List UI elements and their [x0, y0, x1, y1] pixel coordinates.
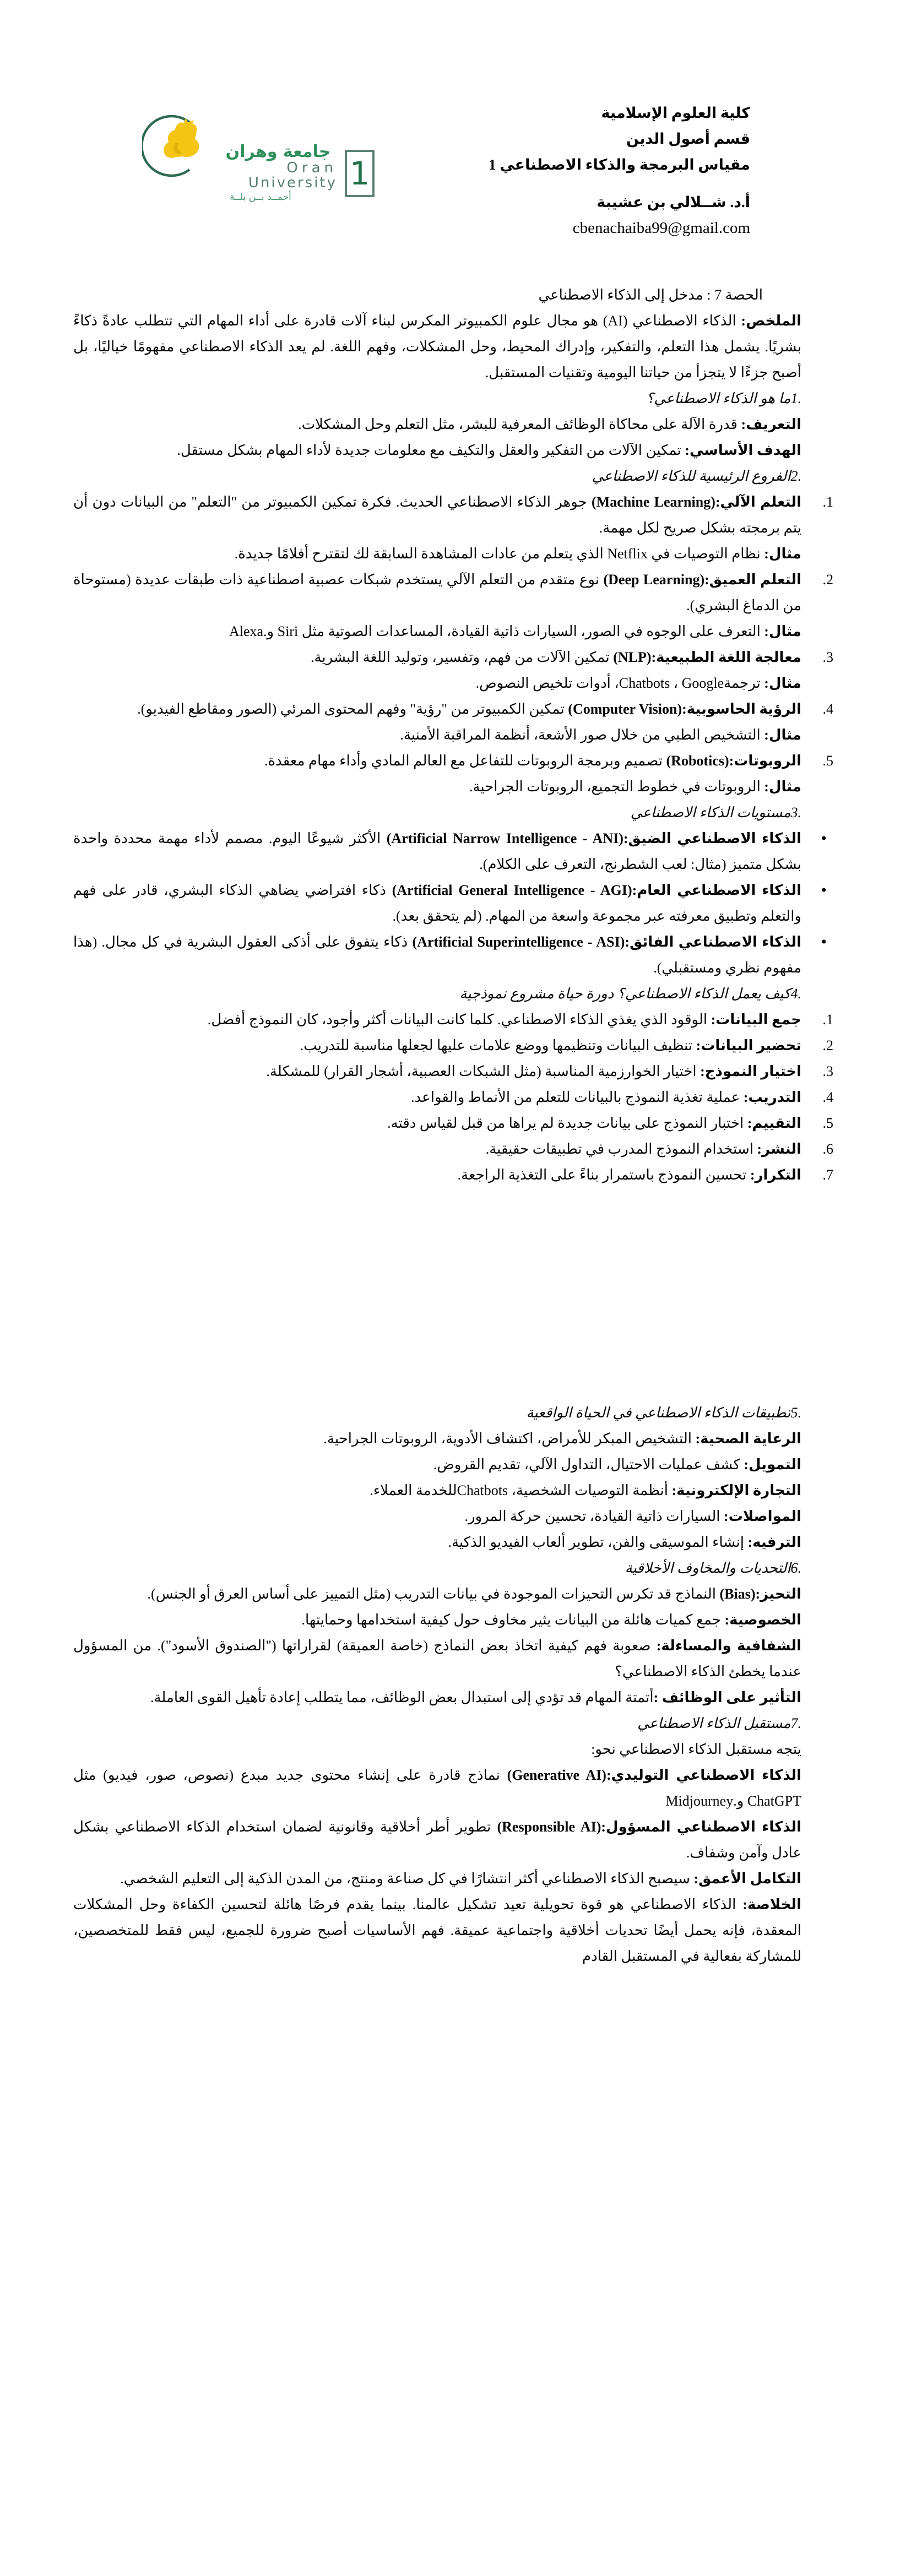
text-run: التدريب: — [743, 1089, 801, 1105]
text-run: التجارة الإلكترونية: — [671, 1482, 801, 1498]
list-marker: • — [821, 881, 827, 899]
logo-number-box — [345, 150, 375, 197]
paragraph — [73, 1503, 801, 1529]
text-run: نظام التوصيات في Netflix الذي يتعلم من عادات المشاهدة السابقة لك لتقترح أفلامًا جديدة. — [234, 546, 764, 562]
text-run: مثال: — [764, 727, 801, 743]
text-run: مثال: — [764, 675, 801, 691]
text-run: .6التحديات والمخاوف الأخلاقية — [625, 1560, 801, 1576]
text-run: التشخيص المبكر للأمراض، اكتشاف الأدوية، الروبوتات الجراحية. — [323, 1431, 696, 1447]
section-heading — [73, 1555, 801, 1581]
section-heading — [73, 800, 801, 825]
logo-ahmed-ben-bella-text: أحمــد بــن بلــة — [230, 192, 291, 203]
paragraph — [73, 1814, 801, 1866]
text-run: معالجة اللغة الطبيعية:(NLP) — [613, 649, 801, 665]
paragraph — [73, 282, 801, 308]
text-run: مثال: — [764, 546, 801, 562]
list-item — [73, 1007, 833, 1032]
text-run: .2الفروع الرئيسية للذكاء الاصطناعي — [592, 468, 801, 484]
list-marker: • — [821, 933, 827, 951]
professor-email: cbenachaiba99@gmail.com — [572, 219, 750, 237]
paragraph — [73, 1477, 801, 1503]
text-run: التأثير على الوظائف : — [653, 1689, 801, 1705]
list-item — [73, 1110, 833, 1136]
text-run: كشف عمليات الاحتيال، التداول الآلي، تقديم القروض. — [433, 1457, 744, 1472]
text-run: الهدف الأساسي: — [685, 442, 801, 458]
paragraph — [73, 437, 801, 463]
list-item-paragraph — [73, 1058, 801, 1084]
list-item-paragraph — [73, 774, 801, 800]
bird-icon — [164, 118, 199, 158]
text-run: الذكاء الاصطناعي الضيق:(Artificial Narrow Intelligence - ANI) — [386, 830, 801, 846]
text-run: مثال: — [764, 779, 801, 795]
list-item — [73, 1032, 833, 1058]
list-item — [73, 696, 833, 748]
faculty-name: كلية العلوم الإسلامية — [601, 105, 750, 121]
list-marker: • — [821, 829, 827, 847]
university-logo — [142, 110, 380, 204]
text-run: .7مستقبل الذكاء الاصطناعي — [637, 1715, 801, 1731]
page-break — [73, 1188, 801, 1400]
text-run: الخلاصة: — [742, 1896, 801, 1912]
text-run: الرعاية الصحية: — [695, 1431, 801, 1447]
text-run: استخدام النموذج المدرب في تطبيقات حقيقية. — [485, 1141, 757, 1157]
list-marker: .4 — [822, 1089, 833, 1105]
list-marker: .3 — [822, 649, 833, 665]
list-marker: .1 — [822, 494, 833, 510]
section-heading — [73, 1710, 801, 1736]
list-item-paragraph — [73, 1162, 801, 1188]
paragraph — [73, 1452, 801, 1477]
text-run: تحسين النموذج باستمرار بناءً على التغذية الراجعة. — [457, 1167, 750, 1183]
text-run: الترفيه: — [747, 1534, 801, 1550]
text-run: صعوبة فهم كيفية اتخاذ بعض النماذج (خاصة العميقة) لقراراتها ("الصندوق الأسود"). من المسؤول عندما يخطئ الذكاء الاصطناعي؟ — [73, 1638, 801, 1680]
list-item-paragraph — [73, 748, 801, 774]
paragraph — [73, 1866, 801, 1892]
text-run: النماذج قد تكرس التحيزات الموجودة في بيانات التدريب (مثل التمييز على أساس العرق أو الجنس). — [147, 1586, 720, 1602]
text-run: ذكاء افتراضي يضاهي الذكاء البشري، قادر على فهم والتعلم وتطبيق معرفته عبر مجموعة واسعة من المهام. (لم يتحقق بعد). — [73, 882, 801, 924]
paragraph — [73, 1529, 801, 1555]
section-heading — [73, 463, 801, 489]
list-item-paragraph — [73, 1032, 801, 1058]
text-run: الشفافية والمساءلة: — [656, 1638, 802, 1654]
text-run: الوقود الذي يغذي الذكاء الاصطناعي. كلما كانت البيانات أكثر وأجود، كان النموذج أفضل. — [207, 1012, 711, 1028]
list-item — [73, 1162, 833, 1188]
list-marker: .5 — [822, 1115, 833, 1131]
text-run: جوهر الذكاء الاصطناعي الحديث. فكرة تمكين الكمبيوتر من "التعلم" من البيانات دون أن يتم برمجته بشكل صريح لكل مهمة. — [73, 494, 801, 536]
text-run: جمع كميات هائلة من البيانات يثير مخاوف حول كيفية استخدامها وحمايتها. — [301, 1612, 725, 1628]
text-run: المواصلات: — [724, 1508, 801, 1524]
list-marker: .3 — [822, 1063, 833, 1079]
list-item-paragraph — [73, 1084, 801, 1110]
text-run: يتجه مستقبل الذكاء الاصطناعي نحو: — [591, 1741, 801, 1757]
list-marker: .7 — [822, 1167, 833, 1183]
text-run: التعرف على الوجوه في الصور، السيارات ذاتية القيادة، المساعدات الصوتية مثل Siri و.Alexa — [229, 623, 764, 639]
text-run: جمع البيانات: — [711, 1012, 801, 1028]
list-item — [73, 567, 833, 644]
list-item — [73, 489, 833, 567]
text-run: الحصة 7 : مدخل إلى الذكاء الاصطناعي — [538, 287, 763, 303]
text-run: تمكين الآلات من فهم، وتفسير، وتوليد اللغة البشرية. — [310, 649, 614, 665]
text-run: الذكاء الاصطناعي التوليدي:(Generative AI) — [507, 1767, 802, 1783]
department-name: قسم أصول الدين — [626, 131, 750, 147]
text-run: التعريف: — [741, 416, 801, 432]
paragraph — [73, 308, 801, 385]
text-run: .4كيف يعمل الذكاء الاصطناعي؟ دورة حياة مشروع نموذجية — [459, 986, 801, 1002]
text-run: الخصوصية: — [724, 1612, 801, 1628]
list-item — [73, 877, 827, 929]
list-item — [73, 748, 833, 800]
text-run: أنظمة التوصيات الشخصية، Chatbotsللخدمة العملاء. — [370, 1482, 672, 1498]
text-run: الروبوتات في خطوط التجميع، الروبوتات الجراحية. — [469, 779, 764, 795]
list-item-paragraph — [73, 929, 801, 981]
list-item-paragraph — [73, 722, 801, 748]
text-run: الذكاء الاصطناعي العام:(Artificial General Intelligence - AGI) — [392, 882, 801, 898]
list-item-paragraph — [73, 825, 801, 877]
section-heading — [73, 981, 801, 1007]
paragraph — [73, 1736, 801, 1762]
list-item — [73, 1084, 833, 1110]
section-heading — [73, 1400, 801, 1426]
paragraph — [73, 1762, 801, 1814]
text-run: التكرار: — [750, 1167, 801, 1183]
list-item — [73, 1136, 833, 1162]
logo-english-name — [184, 161, 337, 191]
text-run: نماذج قادرة على إنشاء محتوى جديد مبدع (نصوص، صور، فيديو) مثل ChatGPT و.Midjourney — [73, 1767, 801, 1809]
text-run: اختيار الخوارزمية المناسبة (مثل الشبكات العصبية، أشجار القرار) للمشكلة. — [266, 1063, 701, 1079]
text-run: تحضير البيانات: — [696, 1037, 801, 1053]
course-name: مقياس البرمجة والذكاء الاصطناعي 1 — [489, 156, 750, 173]
text-run: ترجمةGoogle ،‏ Chatbots، أدوات تلخيص النصوص. — [475, 675, 764, 691]
text-run: التعلم الآلي:(Machine Learning) — [591, 494, 802, 510]
professor-name: أ.د. شــلالي بن عشيبة — [597, 194, 750, 210]
list-item-paragraph — [73, 670, 801, 696]
section-heading — [73, 385, 801, 411]
document-body — [73, 282, 833, 1969]
list-marker: .2 — [822, 1037, 833, 1053]
text-run: الذكاء الاصطناعي (AI) هو مجال علوم الكمبيوتر المكرس لبناء آلات قادرة على أداء المهام التي تتطلب عادةً ذكاءً بشريًا. يشمل هذا التعلم، والتفكير، وإدراك المحيط، وحل المشكلات، وفهم اللغة. لم يعد الذكاء الاصطناعي مفهومًا خياليًا، بل أصبح جزءًا لا يتجزأ من حياتنا اليومية وتقنيات المستقبل. — [73, 313, 801, 381]
paragraph — [73, 1581, 801, 1607]
text-run: السيارات ذاتية القيادة، تحسين حركة المرور. — [464, 1508, 724, 1524]
text-run: اختيار النموذج: — [700, 1063, 801, 1079]
text-run: تطوير أطر أخلاقية وقانونية لضمان استخدام الذكاء الاصطناعي بشكل عادل وآمن وشفاف. — [73, 1819, 801, 1861]
list-item-paragraph — [73, 541, 801, 567]
list-marker: .1 — [822, 1012, 833, 1028]
header-info — [489, 100, 750, 241]
text-run: تصميم وبرمجة الروبوتات للتفاعل مع العالم المادي وأداء مهام معقدة. — [264, 753, 666, 769]
logo-university-text: University — [248, 175, 337, 192]
list-marker: .5 — [822, 753, 833, 769]
list-marker: .4 — [822, 701, 833, 717]
list-item-paragraph — [73, 1136, 801, 1162]
text-run: النشر: — [757, 1141, 801, 1157]
text-run: سيصبح الذكاء الاصطناعي أكثر انتشارًا في كل صناعة ومنتج، من المدن الذكية إلى التعليم الشخصي. — [120, 1871, 694, 1887]
text-run: اختبار النموذج على بيانات جديدة لم يراها من قبل لقياس دقته. — [387, 1115, 747, 1131]
text-run: الذكاء الاصطناعي الفائق:(Artificial Superintelligence - ASI) — [412, 934, 801, 950]
text-run: التعلم العميق:(Deep Learning) — [603, 572, 801, 588]
paragraph — [73, 1426, 801, 1452]
text-run: .3مستويات الذكاء الاصطناعي — [630, 805, 801, 820]
list-item-paragraph — [73, 1110, 801, 1136]
text-run: تنظيف البيانات وتنظيمها ووضع علامات عليها لجعلها مناسبة للتدريب. — [300, 1037, 696, 1053]
list-item-paragraph — [73, 877, 801, 929]
text-run: تمكين الآلات من التفكير والعقل والتكيف مع معلومات جديدة لأداء المهام بشكل مستقل. — [177, 442, 685, 458]
list-item-paragraph — [73, 618, 801, 644]
paragraph — [73, 1607, 801, 1633]
list-item-paragraph — [73, 567, 801, 618]
text-run: الملخص: — [741, 313, 802, 329]
text-run: التكامل الأعمق: — [693, 1871, 801, 1887]
text-run: التشخيص الطبي من خلال صور الأشعة، أنظمة المراقبة الأمنية. — [400, 727, 764, 743]
text-run: مثال: — [764, 623, 801, 639]
text-run: الروبوتات:(Robotics) — [666, 753, 801, 769]
list-item-paragraph — [73, 489, 801, 541]
logo-arabic-name: جامعة وهران — [225, 142, 331, 161]
text-run: أتمتة المهام قد تؤدي إلى استبدال بعض الوظائف، مما يتطلب إعادة تأهيل القوى العاملة. — [150, 1689, 654, 1705]
text-run: .1ما هو الذكاء الاصطناعي؟ — [646, 390, 801, 406]
text-run: الذكاء الاصطناعي المسؤول:(Responsible AI) — [497, 1819, 802, 1835]
list-item-paragraph — [73, 644, 801, 670]
text-run: الذكاء الاصطناعي هو قوة تحويلية تعيد تشكيل عالمنا. بينما يقدم فرصًا هائلة لتحسين الكفاءة وحل المشكلات المعقدة، فإنه يحمل أيضًا تحديات أخلاقية واجتماعية عميقة. فهم الأساسيات أصبح ضرورة للجميع، ليس فقط للمتخصصين، للمشاركة بفعالية في المستقبل القادم — [73, 1896, 802, 1964]
list-item — [73, 1058, 833, 1084]
text-run: نوع متقدم من التعلم الآلي يستخدم شبكات عصبية اصطناعية ذات طبقات عديدة (مستوحاة من الدماغ البشري). — [73, 572, 801, 613]
text-run: ذكاء يتفوق على أذكى العقول البشرية في كل مجال. (هذا مفهوم نظري ومستقبلي). — [73, 934, 801, 976]
text-run: التحيز:(Bias) — [719, 1586, 801, 1602]
text-run: التمويل: — [744, 1457, 801, 1472]
list-item-paragraph — [73, 1007, 801, 1032]
text-run: تمكين الكمبيوتر من "رؤية" وفهم المحتوى المرئي (الصور ومقاطع الفيديو). — [137, 701, 568, 717]
text-run: قدرة الآلة على محاكاة الوظائف المعرفية للبشر، مثل التعلم وحل المشكلات. — [298, 416, 741, 432]
text-run: الرؤية الحاسوبية:(Computer Vision) — [568, 701, 801, 717]
list-item — [73, 825, 827, 877]
list-item-paragraph — [73, 696, 801, 722]
text-run: .5تطبيقات الذكاء الاصطناعي في الحياة الواقعية — [526, 1405, 801, 1421]
paragraph — [73, 1633, 801, 1684]
logo-number: 1 — [349, 155, 370, 192]
text-run: التقييم: — [747, 1115, 801, 1131]
list-item — [73, 644, 833, 696]
paragraph — [73, 1684, 801, 1710]
list-item — [73, 929, 827, 981]
paragraph — [73, 1892, 801, 1969]
list-marker: .6 — [822, 1141, 833, 1157]
list-marker: .2 — [822, 572, 833, 588]
text-run: الأكثر شيوعًا اليوم. مصمم لأداء مهمة محددة واحدة بشكل متميز (مثال: لعب الشطرنج، التعرف على الكلام). — [73, 830, 801, 872]
logo-oran-text: Oran — [286, 160, 337, 176]
text-run: عملية تغذية النموذج بالبيانات للتعلم من الأنماط والقواعد. — [411, 1089, 744, 1105]
paragraph — [73, 411, 801, 437]
text-run: إنشاء الموسيقى والفن، تطوير ألعاب الفيديو الذكية. — [448, 1534, 748, 1550]
